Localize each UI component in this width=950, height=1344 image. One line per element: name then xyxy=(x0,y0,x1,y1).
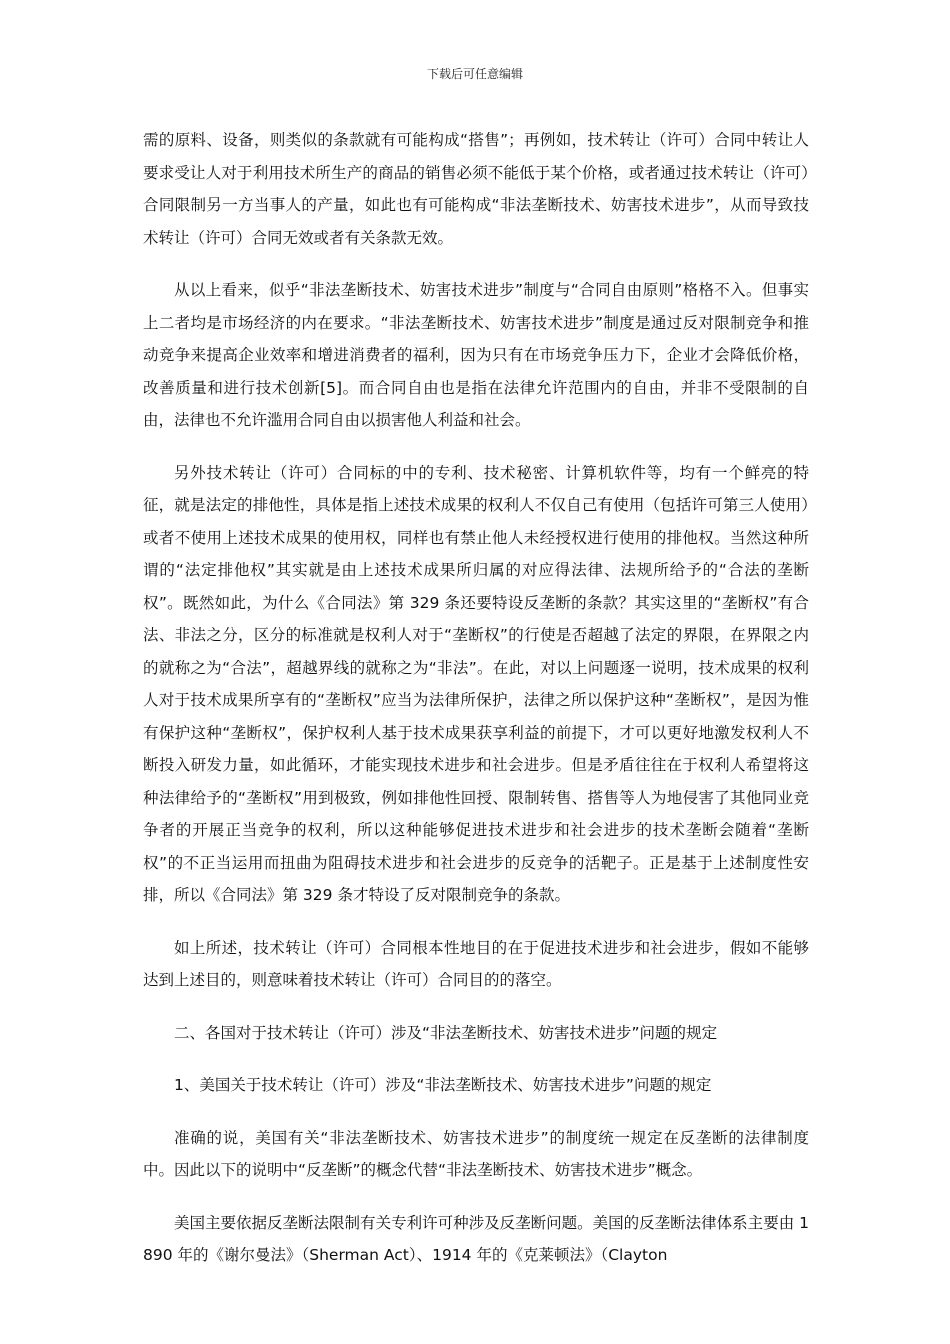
paragraph-us-antitrust-laws: 美国主要依据反垄断法限制有关专利许可种涉及反垄断问题。美国的反垄断法律体系主要由 1890 年的《谢尔曼法》（Sherman Act）、1914 年的《克莱顿法》（Clayton xyxy=(143,1213,809,1264)
paragraph-us-definition: 准确的说，美国有关“非法垄断技术、妨害技术进步”的制度统一规定在反垄断的法律制度中。因此以下的说明中“反垄断”的概念代替“非法垄断技术、妨害技术进步”概念。 xyxy=(143,1128,809,1179)
paragraph-continued: 需的原料、设备，则类似的条款就有可能构成“搭售”；再例如，技术转让（许可）合同中转让人要求受让人对于利用技术所生产的商品的销售必须不能低于某个价格，或者通过技术转让（许可）合同限制另一方当事人的产量，如此也有可能构成“非法垄断技术、妨害技术进步”，从而导致技术转让（许可）合同无效或者有关条款无效。 xyxy=(143,131,809,247)
page-header: 下载后可任意编辑 xyxy=(426,67,523,81)
subsection-heading: 1、美国关于技术转让（许可）涉及“非法垄断技术、妨害技术进步”问题的规定 xyxy=(174,1076,712,1094)
paragraph-exclusive-rights: 另外技术转让（许可）合同标的中的专利、技术秘密、计算机软件等，均有一个鲜亮的特征，就是法定的排他性，具体是指上述技术成果的权利人不仅自己有使用（包括许可第三人使用）或者不使用上述技术成果的使用权，同样也有禁止他人未经授权进行使用的排他权。当然这种所谓的“法定排他权”其实就是由上述技术成果所归属的对应得法律、法规所给予的“合法的垄断权”。既然如此，为什么《合同法》第 329 条还要特设反垄断的条款？其实这里的“垄断权”有合法、非法之分，区分的标准就是权利人对于“垄断权”的行使是否超越了法定的界限，在界限之内的就称之为“合法”，超越界线的就称之为“非法”。在此，对以上问题逐一说明，技术成果的权利人对于技术成果所享有的“垄断权”应当为法律所保护，法律之所以保护这种“垄断权”，是因为惟有保护这种“垄断权”，保护权利人基于技术成果获享利益的前提下，才可以更好地激发权利人不断投入研发力量，如此循环，才能实现技术进步和社会进步。但是矛盾往往在于权利人希望将这种法律给予的“垄断权”用到极致，例如排他性回授、限制转售、搭售等人为地侵害了其他同业竞争者的开展正当竞争的权利，所以这种能够促进技术进步和社会进步的技术垄断会随着“垄断权”的不正当运用而扭曲为阻碍技术进步和社会进步的反竞争的活靶子。正是基于上述制度性安排，所以《合同法》第 329 条才特设了反对限制竞争的条款。 xyxy=(143,463,809,904)
document-body xyxy=(143,124,809,1272)
paragraph-contract-freedom: 从以上看来，似乎“非法垄断技术、妨害技术进步”制度与“合同自由原则”格格不入。但事实上二者均是市场经济的内在要求。“非法垄断技术、妨害技术进步”制度是通过反对限制竞争和推动竞争来提高企业效率和增进消费者的福利，因为只有在市场竞争压力下，企业才会降低价格，改善质量和进行技术创新[5]。而合同自由也是指在法律允许范围内的自由，并非不受限制的自由，法律也不允许滥用合同自由以损害他人利益和社会。 xyxy=(143,281,809,429)
paragraph-summary: 如上所述，技术转让（许可）合同根本性地目的在于促进技术进步和社会进步，假如不能够达到上述目的，则意味着技术转让（许可）合同目的的落空。 xyxy=(143,938,809,989)
section-heading: 二、各国对于技术转让（许可）涉及“非法垄断技术、妨害技术进步”问题的规定 xyxy=(174,1023,718,1042)
